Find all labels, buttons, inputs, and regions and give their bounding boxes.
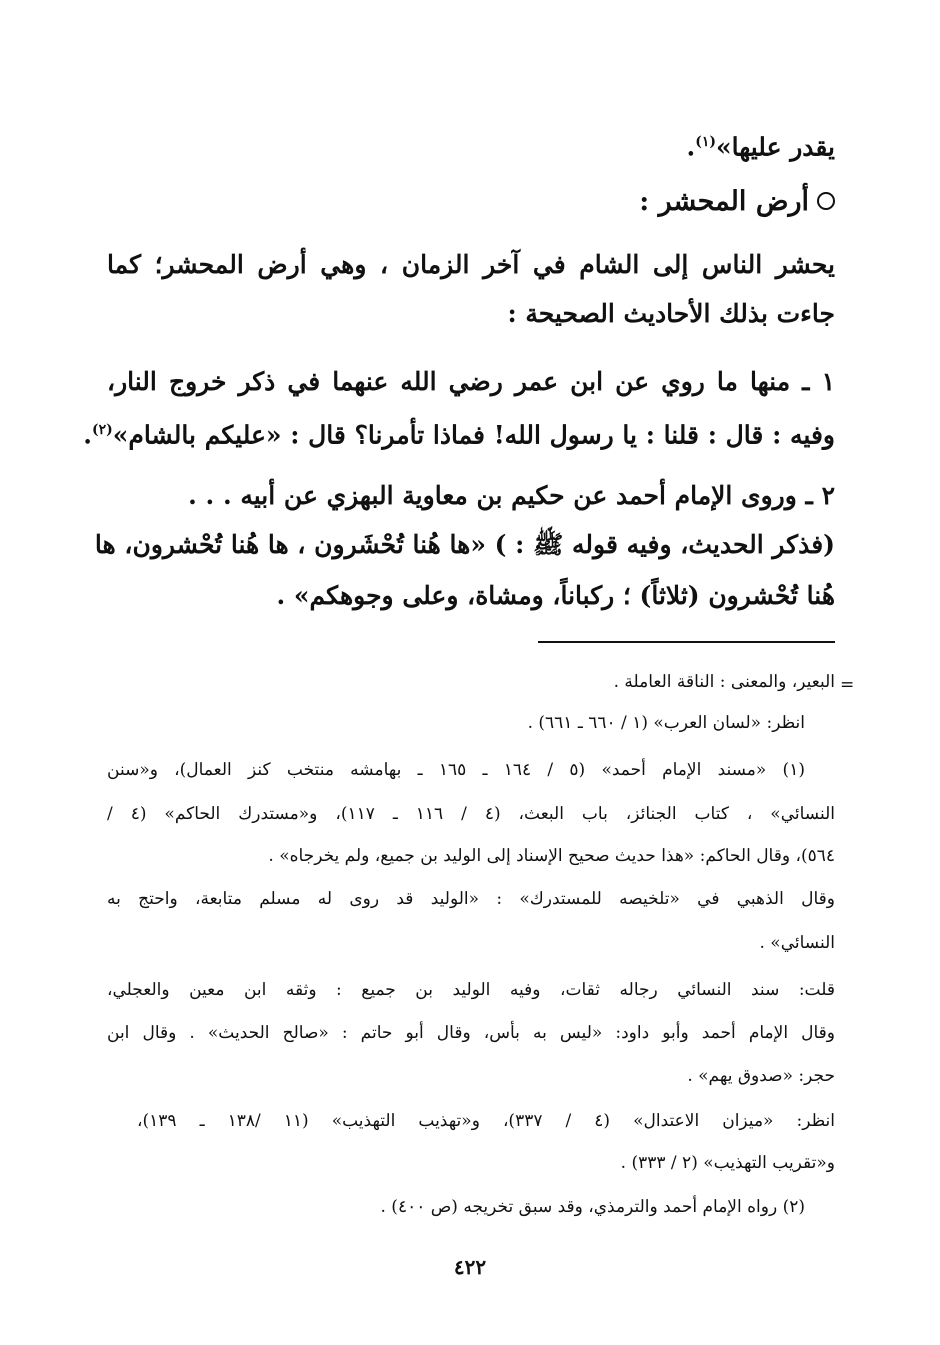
list-item-end: . [83,420,92,450]
section-heading [107,180,835,228]
footnote-ref-1: (١) [695,134,716,150]
footnote-line: قلت: سند النسائي رجاله ثقات، وفيه الوليد بن جميع : وثقه ابن معين والعجلي، [107,980,835,1000]
continuation-mark: = [840,675,855,695]
footnote-line: النسائي» . [759,933,835,953]
top-line-text: يقدر عليها» [715,132,835,162]
footnote-line: انظر: «لسان العرب» (١ / ٦٦٠ ـ ٦٦١) . [527,713,805,733]
footnote-separator [538,641,835,643]
list-item-line: (فذكر الحديث، وفيه قوله ﷺ : ) «ها هُنا تُحْشَرون ، ها هُنا تُحْشرون، ها [94,530,835,559]
footnote-line: (١) «مسند الإمام أحمد» (٥ / ١٦٤ ـ ١٦٥ ـ بهامشه منتخب كنز العمال)، و«سنن [107,760,805,780]
circle-bullet-icon [817,192,835,210]
list-item-line: ١ ـ منها ما روي عن ابن عمر رضي الله عنهما في ذكر خروج النار، [107,367,835,396]
paragraph-line: جاءت بذلك الأحاديث الصحيحة : [507,299,835,328]
footnote-line: انظر: «ميزان الاعتدال» (٤ / ٣٣٧)، و«تهذيب التهذيب» (١١ /١٣٨ ـ ١٣٩)، [137,1111,835,1131]
footnote-line: ٥٦٤)، وقال الحاكم: «هذا حديث صحيح الإسناد إلى الوليد بن جميع، ولم يخرجاه» . [268,846,835,866]
list-item-line: هُنا تُحْشرون (ثلاثاً) ؛ ركباناً، ومشاة، وعلى وجوهكم» . [276,581,835,610]
footnote-ref-2: (٢) [92,422,113,438]
page-number: ٤٢٢ [453,1255,487,1279]
paragraph-line: يحشر الناس إلى الشام في آخر الزمان ، وهي أرض المحشر؛ كما [107,250,835,279]
footnote-line: البعير، والمعنى : الناقة العاملة . [613,672,835,692]
footnote-line: وقال الذهبي في «تلخيصه للمستدرك» : «الوليد قد روى له مسلم متابعة، واحتج به [107,889,835,909]
list-item-line: ٢ ـ وروى الإمام أحمد عن حكيم بن معاوية البهزي عن أبيه . . . [188,481,835,510]
footnote-line: و«تقريب التهذيب» (٢ / ٣٣٣) . [620,1153,835,1173]
footnote-line: النسائي» ، كتاب الجنائز، باب البعث، (٤ / ١١٦ ـ ١١٧)، و«مستدرك الحاكم» (٤ / [107,804,835,824]
list-item-text: وفيه : قال : قلنا : يا رسول الله! فماذا تأمرنا؟ قال : «عليكم بالشام» [112,420,835,450]
footnote-line: وقال الإمام أحمد وأبو داود: «ليس به بأس، وقال أبو حاتم : «صالح الحديث» . وقال ابن [107,1023,835,1043]
footnote-line: (٢) رواه الإمام أحمد والترمذي، وقد سبق تخريجه (ص ٤٠٠) . [380,1197,805,1217]
top-line-end: . [686,132,696,162]
section-heading-text: أرض المحشر : [639,186,809,217]
top-line [107,122,835,166]
footnote-line: حجر: «صدوق يهم» . [687,1066,835,1086]
list-item-line [83,410,835,454]
